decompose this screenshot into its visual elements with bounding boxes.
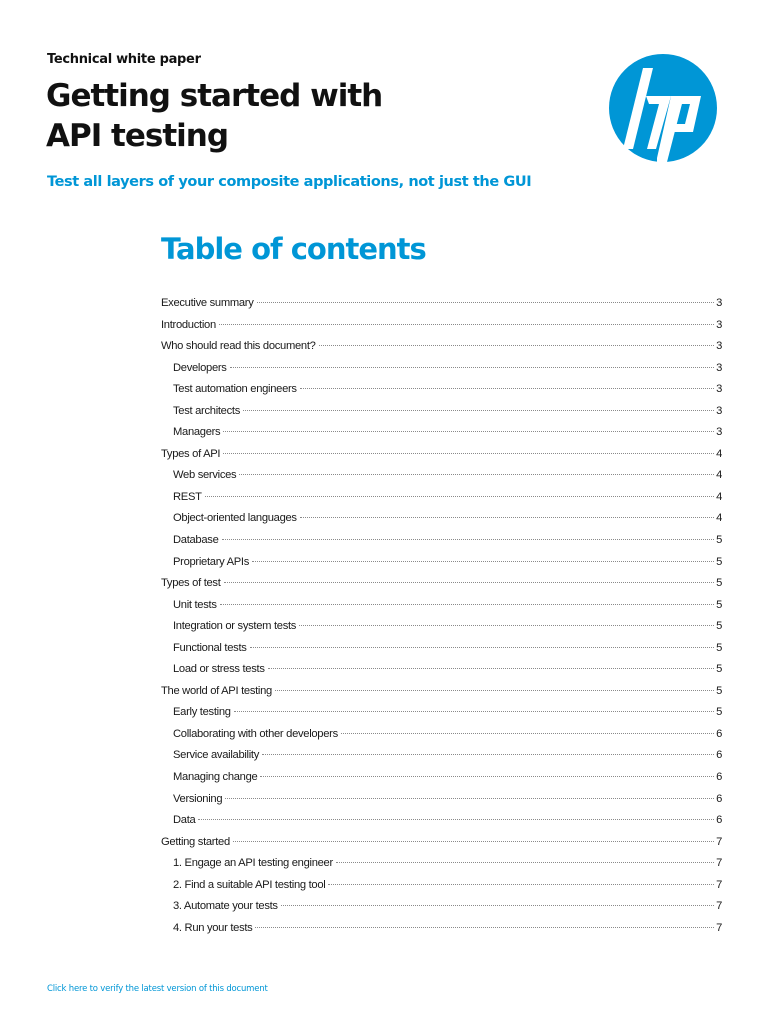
toc-dot-leader [275,690,714,691]
toc-entry[interactable] [161,336,722,358]
toc-dot-leader [300,388,714,389]
toc-entry[interactable] [161,875,722,897]
toc-entry-label: Versioning [173,792,223,805]
toc-entry[interactable] [161,465,722,487]
toc-entry[interactable] [161,552,722,574]
title-line-2: API testing [46,118,229,154]
toc-entry-page: 3 [716,340,722,353]
toc-entry-page: 7 [716,878,722,891]
toc-entry-label: Load or stress tests [173,663,265,676]
toc-heading: Table of contents [161,232,426,266]
toc-dot-leader [262,754,714,755]
toc-entry-label: Managers [173,426,221,439]
toc-entry-page: 5 [716,620,722,633]
toc-dot-leader [255,927,714,928]
toc-entry-label: Database [173,534,219,547]
toc-entry-label: Introduction [161,318,216,331]
toc-entry-page: 5 [716,598,722,611]
toc-entry-page: 7 [716,900,722,913]
toc-dot-leader [225,798,714,799]
toc-entry-label: Functional tests [173,641,247,654]
toc-entry[interactable] [161,422,722,444]
toc-list [161,293,722,939]
toc-entry[interactable] [161,444,722,466]
toc-entry-page: 3 [716,318,722,331]
toc-dot-leader [260,776,714,777]
toc-entry-page: 6 [716,792,722,805]
toc-entry-page: 5 [716,577,722,590]
toc-entry-label: Test architects [173,404,240,417]
toc-entry-label: Getting started [161,835,230,848]
toc-entry-page: 3 [716,426,722,439]
toc-entry-page: 5 [716,706,722,719]
toc-entry-label: Web services [173,469,237,482]
toc-entry-page: 4 [716,490,722,503]
toc-entry-label: Managing change [173,771,258,784]
toc-entry[interactable] [161,745,722,767]
toc-entry-label: Types of API [161,447,221,460]
toc-entry-label: Service availability [173,749,260,762]
toc-entry-page: 7 [716,921,722,934]
toc-dot-leader [233,841,714,842]
document-subtitle: Test all layers of your composite applications, not just the GUI [47,174,532,190]
toc-entry-label: Integration or system tests [173,620,297,633]
toc-entry[interactable] [161,918,722,940]
toc-dot-leader [198,819,714,820]
toc-entry[interactable] [161,767,722,789]
toc-entry[interactable] [161,853,722,875]
toc-entry-label: 2. Find a suitable API testing tool [173,878,326,891]
toc-entry-label: Types of test [161,577,221,590]
toc-dot-leader [224,582,715,583]
toc-dot-leader [222,539,715,540]
toc-dot-leader [219,324,714,325]
toc-entry-label: Collaborating with other developers [173,727,338,740]
toc-entry-page: 7 [716,835,722,848]
toc-entry-label: Executive summary [161,297,254,309]
toc-dot-leader [300,517,714,518]
toc-dot-leader [268,668,714,669]
toc-entry[interactable] [161,616,722,638]
toc-dot-leader [239,474,714,475]
toc-dot-leader [336,862,714,863]
toc-entry[interactable] [161,487,722,509]
toc-entry[interactable] [161,681,722,703]
toc-entry-label: The world of API testing [161,684,272,697]
toc-entry[interactable] [161,595,722,617]
toc-dot-leader [250,647,715,648]
toc-entry[interactable] [161,401,722,423]
toc-entry-page: 6 [716,727,722,740]
toc-entry[interactable] [161,659,722,681]
toc-entry-label: Proprietary APIs [173,555,250,568]
verify-version-link[interactable]: Click here to verify the latest version of this document [47,984,268,994]
toc-dot-leader [281,905,714,906]
toc-entry-page: 4 [716,512,722,525]
toc-entry[interactable] [161,293,722,315]
toc-entry[interactable] [161,896,722,918]
toc-entry[interactable] [161,702,722,724]
toc-entry-label: Developers [173,361,227,374]
toc-entry-page: 5 [716,684,722,697]
toc-entry-label: Test automation engineers [173,383,297,396]
toc-entry-page: 6 [716,771,722,784]
toc-dot-leader [223,431,714,432]
hp-logo [609,54,717,162]
toc-entry[interactable] [161,789,722,811]
toc-entry-page: 5 [716,663,722,676]
toc-entry-page: 7 [716,857,722,870]
toc-entry-page: 4 [716,447,722,460]
toc-entry-label: 1. Engage an API testing engineer [173,857,333,870]
title-line-1: Getting started with [46,78,383,114]
toc-dot-leader [205,496,714,497]
toc-entry-page: 3 [716,404,722,417]
toc-dot-leader [299,625,714,626]
toc-entry-page: 4 [716,469,722,482]
toc-entry-page: 6 [716,814,722,827]
toc-entry-label: Early testing [173,706,231,719]
toc-entry[interactable] [161,724,722,746]
toc-entry[interactable] [161,530,722,552]
toc-dot-leader [252,561,714,562]
toc-entry-page: 5 [716,641,722,654]
toc-dot-leader [223,453,714,454]
toc-entry-label: Object-oriented languages [173,512,297,525]
toc-dot-leader [234,711,714,712]
document-title [46,76,382,156]
toc-entry-page: 5 [716,555,722,568]
toc-dot-leader [328,884,714,885]
toc-entry-label: Who should read this document? [161,340,316,353]
toc-dot-leader [243,410,714,411]
toc-entry-page: 6 [716,749,722,762]
toc-entry-label: Data [173,814,196,827]
toc-entry-page: 5 [716,534,722,547]
toc-dot-leader [230,367,714,368]
toc-entry[interactable] [161,810,722,832]
toc-dot-leader [257,302,715,303]
toc-entry[interactable] [161,573,722,595]
toc-entry[interactable] [161,315,722,337]
toc-dot-leader [220,604,714,605]
document-kicker: Technical white paper [47,52,201,67]
toc-entry-label: Unit tests [173,598,217,611]
toc-entry[interactable] [161,508,722,530]
toc-dot-leader [319,345,715,346]
toc-entry[interactable] [161,358,722,380]
toc-entry-page: 3 [716,383,722,396]
toc-entry-label: 4. Run your tests [173,921,253,934]
toc-entry[interactable] [161,832,722,854]
toc-dot-leader [341,733,714,734]
toc-entry-label: 3. Automate your tests [173,900,278,913]
toc-entry-page: 3 [716,361,722,374]
toc-entry-label: REST [173,490,202,503]
toc-entry[interactable] [161,379,722,401]
toc-entry[interactable] [161,638,722,660]
toc-entry-page: 3 [716,297,722,309]
